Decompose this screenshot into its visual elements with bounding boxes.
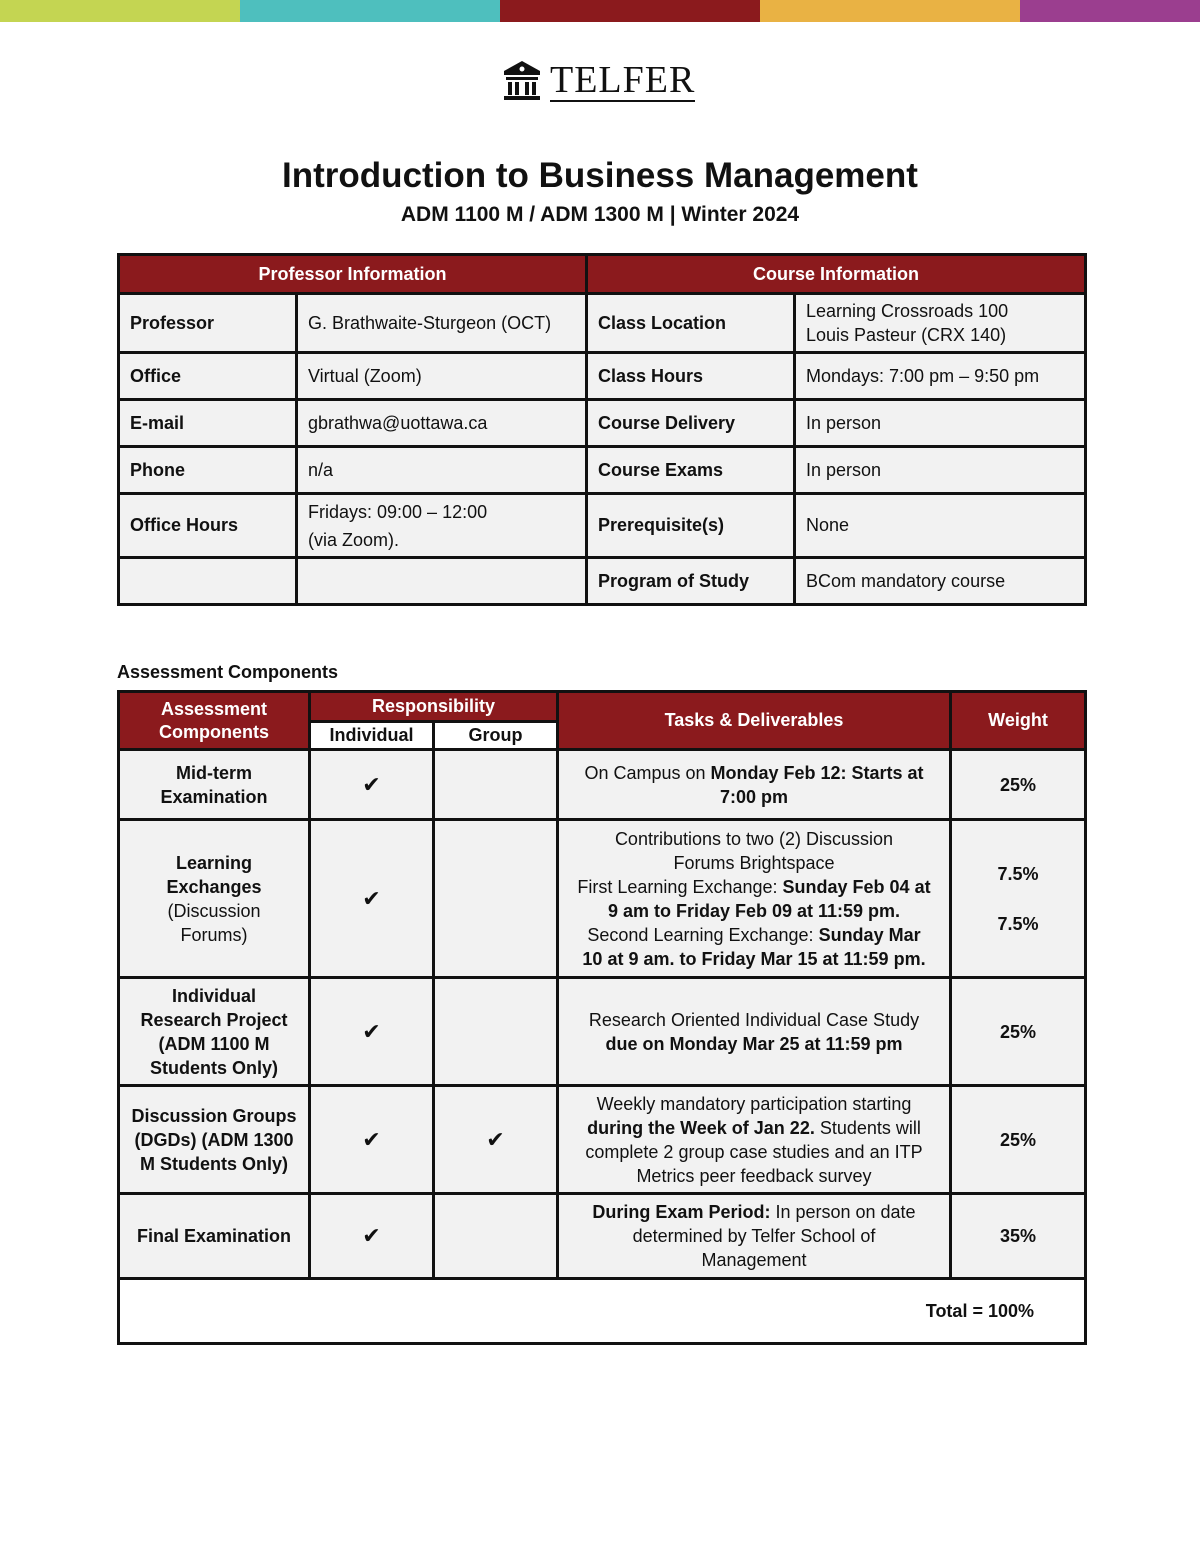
individual-check-icon: ✔	[310, 1194, 434, 1279]
email-value: gbrathwa@uottawa.ca	[297, 400, 587, 447]
weight-cell: 25%	[951, 750, 1086, 820]
group-header: Group	[434, 722, 558, 750]
info-header-row	[119, 255, 1086, 294]
task-text-bold: 9 am to Friday Feb 09 at 11:59 pm.	[607, 900, 901, 921]
office-hours-line: (via Zoom).	[308, 529, 400, 550]
class-location-line: Louis Pasteur (CRX 140)	[806, 325, 1007, 345]
group-cell	[434, 750, 558, 820]
office-hours-line: Fridays: 09:00 – 12:00	[308, 501, 488, 522]
total-row	[119, 1279, 1086, 1344]
group-cell	[434, 820, 558, 978]
table-row	[119, 1194, 1086, 1279]
task-text-bold: during the Week of Jan 22.	[587, 1117, 815, 1138]
color-segment-teal	[240, 0, 500, 22]
task-text: determined by Telfer School of	[632, 1226, 876, 1246]
info-value: BCom mandatory course	[795, 558, 1086, 605]
task-text: complete 2 group case studies and an ITP	[585, 1141, 923, 1162]
task-cell	[558, 1086, 951, 1194]
component-name	[119, 1086, 310, 1194]
component-name-line: Learning	[175, 852, 252, 873]
task-text: On Campus on	[584, 762, 711, 783]
task-text: Students will	[814, 1117, 921, 1138]
individual-check-icon: ✔	[310, 750, 434, 820]
individual-check-icon: ✔	[310, 820, 434, 978]
component-name-line: (ADM 1100 M	[158, 1033, 270, 1054]
task-cell	[558, 750, 951, 820]
color-segment-green	[0, 0, 240, 22]
group-check-icon: ✔	[434, 1086, 558, 1194]
total-value: Total = 100%	[119, 1279, 1086, 1344]
task-text: Forums Brightspace	[673, 852, 835, 873]
group-cell	[434, 978, 558, 1086]
responsibility-header: Responsibility	[310, 692, 558, 722]
tasks-header: Tasks & Deliverables	[558, 692, 951, 750]
component-name: Final Examination	[119, 1194, 310, 1279]
info-label: Office	[119, 353, 297, 400]
info-value: Mondays: 7:00 pm – 9:50 pm	[795, 353, 1086, 400]
task-text-bold: Sunday Mar	[818, 924, 921, 945]
info-row	[119, 353, 1086, 400]
course-info-header: Course Information	[587, 255, 1086, 294]
top-color-bar	[0, 0, 1200, 22]
component-name	[119, 820, 310, 978]
info-label: Phone	[119, 447, 297, 494]
page-title: Introduction to Business Management	[282, 156, 918, 195]
assessment-table	[117, 690, 1087, 1345]
building-icon	[502, 59, 542, 103]
color-segment-red	[500, 0, 760, 22]
task-cell	[558, 978, 951, 1086]
assessment-section-title: Assessment Components	[117, 662, 339, 682]
component-name-line: Examination	[160, 786, 268, 807]
component-name-line: Discussion Groups	[131, 1105, 297, 1126]
info-table	[117, 253, 1087, 606]
info-label: Class Location	[587, 294, 795, 353]
component-name	[119, 978, 310, 1086]
class-location-line: Learning Crossroads 100	[806, 301, 1009, 321]
components-header	[119, 692, 310, 750]
color-segment-purple	[1020, 0, 1200, 22]
info-value: In person	[795, 400, 1086, 447]
info-label: Prerequisite(s)	[587, 494, 795, 558]
info-value: None	[795, 494, 1086, 558]
weight-cell	[951, 820, 1086, 978]
info-label: Program of Study	[587, 558, 795, 605]
color-segment-gold	[760, 0, 1020, 22]
individual-check-icon: ✔	[310, 978, 434, 1086]
task-text-bold: Sunday Feb 04 at	[782, 876, 931, 897]
weight-value: 7.5%	[997, 863, 1039, 884]
logo-text: TELFER	[550, 59, 696, 101]
info-value: In person	[795, 447, 1086, 494]
weight-value: 7.5%	[997, 913, 1039, 934]
components-header-line: Components	[159, 721, 269, 742]
info-label: E-mail	[119, 400, 297, 447]
individual-header: Individual	[310, 722, 434, 750]
info-label	[119, 558, 297, 605]
component-name-line: Mid-term	[176, 762, 252, 783]
info-row	[119, 558, 1086, 605]
task-text: Metrics peer feedback survey	[636, 1165, 872, 1186]
table-row	[119, 750, 1086, 820]
weight-header: Weight	[951, 692, 1086, 750]
component-name-line: Students Only)	[149, 1057, 278, 1078]
assessment-header-row	[119, 692, 1086, 722]
task-text: Management	[701, 1250, 807, 1270]
info-row	[119, 447, 1086, 494]
weight-cell: 35%	[951, 1194, 1086, 1279]
individual-check-icon: ✔	[310, 1086, 434, 1194]
task-text: First Learning Exchange:	[577, 876, 783, 897]
table-row	[119, 820, 1086, 978]
component-name-line: M Students Only)	[140, 1153, 288, 1174]
info-value: Virtual (Zoom)	[297, 353, 587, 400]
component-name-line: Individual	[171, 985, 256, 1006]
components-header-line: Assessment	[160, 698, 268, 719]
table-row	[119, 978, 1086, 1086]
info-value: G. Brathwaite-Sturgeon (OCT)	[297, 294, 587, 353]
weight-cell: 25%	[951, 978, 1086, 1086]
info-value	[297, 494, 587, 558]
task-text-bold: due on Monday Mar 25 at 11:59 pm	[605, 1033, 903, 1054]
task-text-bold: During Exam Period:	[592, 1202, 771, 1222]
component-name-line: (Discussion	[167, 900, 261, 921]
info-label: Class Hours	[587, 353, 795, 400]
info-label: Course Delivery	[587, 400, 795, 447]
page-subtitle: ADM 1100 M / ADM 1300 M | Winter 2024	[400, 203, 800, 226]
component-name	[119, 750, 310, 820]
task-text-bold: 7:00 pm	[719, 786, 789, 807]
info-row	[119, 294, 1086, 353]
info-row	[119, 400, 1086, 447]
info-label: Professor	[119, 294, 297, 353]
component-name-line: Research Project	[140, 1009, 288, 1030]
info-value	[795, 294, 1086, 353]
task-text: Research Oriented Individual Case Study	[588, 1009, 920, 1030]
info-value: n/a	[297, 447, 587, 494]
task-text: Weekly mandatory participation starting	[596, 1093, 912, 1114]
table-row	[119, 1086, 1086, 1194]
info-value	[297, 558, 587, 605]
task-text: Second Learning Exchange:	[587, 924, 819, 945]
component-name-line: Exchanges	[166, 876, 262, 897]
task-text: Contributions to two (2) Discussion	[614, 828, 894, 849]
component-name-line: Forums)	[180, 924, 248, 945]
info-label: Course Exams	[587, 447, 795, 494]
info-label: Office Hours	[119, 494, 297, 558]
task-cell	[558, 820, 951, 978]
professor-info-header: Professor Information	[119, 255, 587, 294]
task-text-bold: 10 at 9 am. to Friday Mar 15 at 11:59 pm.	[582, 948, 926, 969]
task-cell	[558, 1194, 951, 1279]
group-cell	[434, 1194, 558, 1279]
weight-cell: 25%	[951, 1086, 1086, 1194]
telfer-logo	[502, 56, 695, 106]
task-text: In person on date	[770, 1202, 916, 1222]
component-name-line: (DGDs) (ADM 1300	[134, 1129, 294, 1150]
info-row	[119, 494, 1086, 558]
task-text-bold: Monday Feb 12: Starts at	[710, 762, 924, 783]
